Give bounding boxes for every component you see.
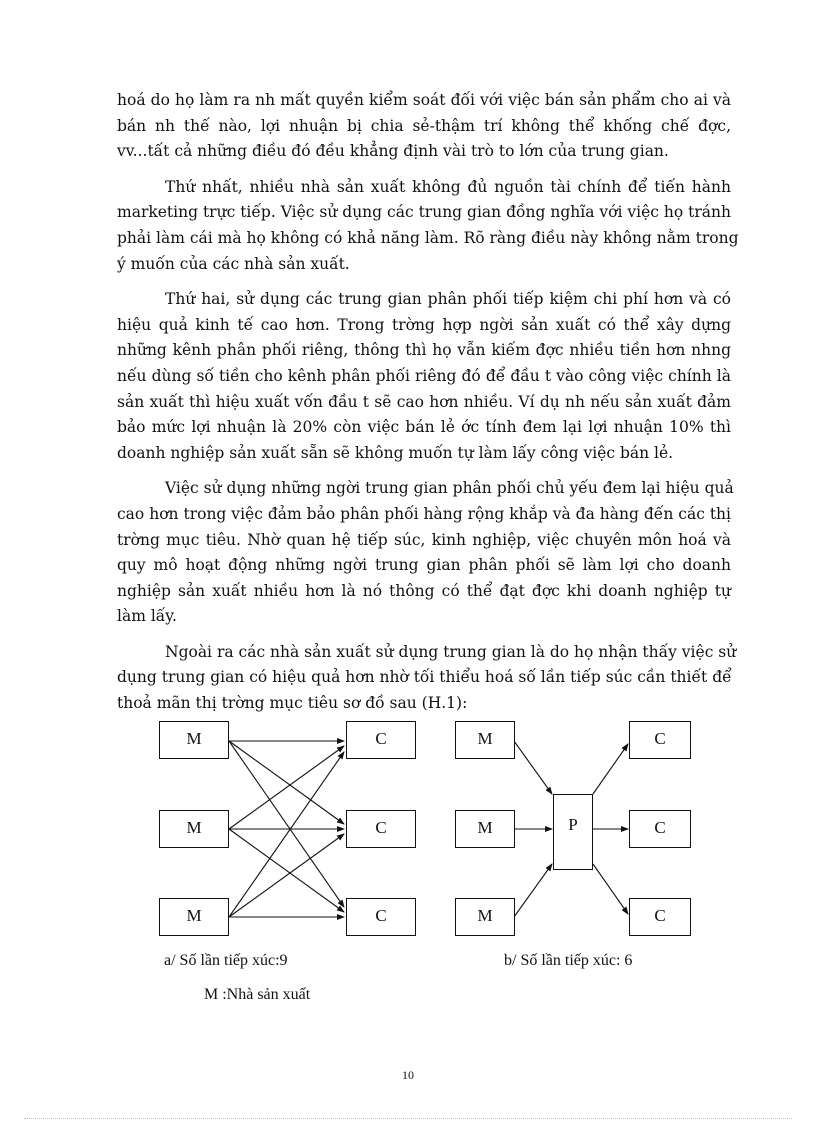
- producer-label: M: [477, 729, 493, 748]
- text-line: quy mô hoạt động những ngời trung gian phân phối sẽ làm lợi cho doanh: [117, 556, 731, 575]
- page-bottom-divider: [24, 1118, 792, 1119]
- paragraph-3: [117, 287, 731, 466]
- link-m3-c2: [229, 834, 344, 917]
- producer-label: M: [186, 906, 202, 925]
- link-m2-c3: [229, 829, 344, 912]
- intermediary-box: [553, 794, 593, 870]
- consumer-box: [346, 898, 416, 936]
- producer-label: M: [477, 906, 493, 925]
- text-line: hoá do họ làm ra nh mất quyền kiểm soát đối với việc bán sản phẩm cho ai và: [117, 91, 731, 109]
- caption-left: a/ Số lần tiếp xúc:9: [164, 952, 288, 969]
- link-m2-c1: [229, 746, 344, 829]
- text-line: doanh nghiệp sản xuất sẵn sẽ không muốn tự làm lấy công việc bán lẻ.: [117, 443, 674, 462]
- text-line: phải làm cái mà họ không có khả năng làm. Rõ ràng điều này không nằm trong: [117, 228, 739, 247]
- paragraph-4: [117, 476, 734, 630]
- producer-label: M: [477, 818, 493, 837]
- direct-links: [229, 741, 344, 917]
- distribution-diagram: [150, 712, 710, 1012]
- consumer-label: C: [654, 906, 666, 925]
- text-line: bảo mức lợi nhuận là 20% còn việc bán lẻ ớc tính đem lại lợi nhuận 10% thì: [117, 418, 731, 437]
- producer-box: [455, 810, 515, 848]
- legend: M :Nhà sản xuất: [204, 986, 311, 1003]
- producer-box: [159, 721, 229, 759]
- link-p-c3: [593, 864, 628, 914]
- consumer-label: C: [654, 729, 666, 748]
- link-m3-c1: [229, 752, 344, 917]
- producer-box: [159, 810, 229, 848]
- link-m3-p: [514, 864, 552, 917]
- text-line: những kênh phân phối riêng, thông thì họ vẫn kiếm đợc nhiều tiền hơn nhng: [117, 341, 731, 360]
- link-m1-c2: [229, 741, 344, 824]
- producer-label: M: [186, 818, 202, 837]
- consumer-label: C: [375, 729, 387, 748]
- link-m1-p: [514, 741, 552, 794]
- link-m1-c3: [229, 741, 344, 907]
- consumer-box: [629, 721, 691, 759]
- producer-label: M: [186, 729, 202, 748]
- producer-box: [455, 898, 515, 936]
- consumer-box: [346, 810, 416, 848]
- paragraph-1: [117, 88, 731, 165]
- text-line: Việc sử dụng những ngời trung gian phân phối chủ yếu đem lại hiệu quả: [165, 479, 734, 498]
- text-line: ý muốn của các nhà sản xuất.: [117, 254, 350, 273]
- text-line: hiệu quả kinh tế cao hơn. Trong trờng hợp ngời sản xuất có thể xây dựng: [117, 315, 731, 334]
- text-line: marketing trực tiếp. Việc sử dụng các trung gian đồng nghĩa với việc họ tránh: [117, 203, 731, 222]
- caption-right: b/ Số lần tiếp xúc: 6: [504, 952, 633, 969]
- text-line: bán nh thế nào, lợi nhuận bị chia sẻ-thậm trí không thể khống chế đợc,: [117, 116, 731, 135]
- consumer-box: [629, 810, 691, 848]
- text-line: nếu dùng số tiền cho kênh phân phối riêng đó để đầu t vào công việc chính là: [117, 366, 731, 385]
- paragraph-2: [117, 175, 739, 277]
- body-text: [117, 88, 739, 727]
- text-line: dụng trung gian có hiệu quả hơn nhờ tối thiểu hoá số lần tiếp súc cần thiết để: [117, 668, 732, 687]
- consumer-label: C: [375, 818, 387, 837]
- text-line: trờng mục tiêu. Nhờ quan hệ tiếp súc, kinh nghiệp, việc chuyên môn hoá và: [117, 530, 731, 549]
- consumer-box: [346, 721, 416, 759]
- text-line: Ngoài ra các nhà sản xuất sử dụng trung gian là do họ nhận thấy việc sử: [165, 642, 737, 661]
- producer-box: [159, 898, 229, 936]
- text-line: thoả mãn thị trờng mục tiêu sơ đồ sau (H.1):: [117, 694, 468, 713]
- text-line: Thứ hai, sử dụng các trung gian phân phối tiếp kiệm chi phí hơn và có: [165, 290, 731, 309]
- producer-box: [455, 721, 515, 759]
- consumer-box: [629, 898, 691, 936]
- page-number: 10: [402, 1068, 414, 1082]
- text-line: cao hơn trong việc đảm bảo phân phối hàng rộng khắp và đa hàng đến các thị: [117, 504, 731, 523]
- text-line: nghiệp sản xuất nhiều hơn là nó thông có thể đạt đợc khi doanh nghiệp tự: [117, 581, 731, 600]
- intermediary-label: P: [568, 815, 578, 834]
- text-line: vv...tất cả những điều đó đều khẳng định vài trò to lớn của trung gian.: [117, 142, 669, 161]
- paragraph-5: [117, 640, 737, 717]
- text-line: làm lấy.: [117, 607, 177, 626]
- link-p-c1: [593, 744, 628, 794]
- consumer-label: C: [375, 906, 387, 925]
- text-line: Thứ nhất, nhiều nhà sản xuất không đủ nguồn tài chính để tiến hành: [165, 177, 731, 196]
- text-line: sản xuất thì hiệu xuất vốn đầu t sẽ cao hơn nhiều. Ví dụ nh nếu sản xuất đảm: [117, 392, 731, 411]
- consumer-label: C: [654, 818, 666, 837]
